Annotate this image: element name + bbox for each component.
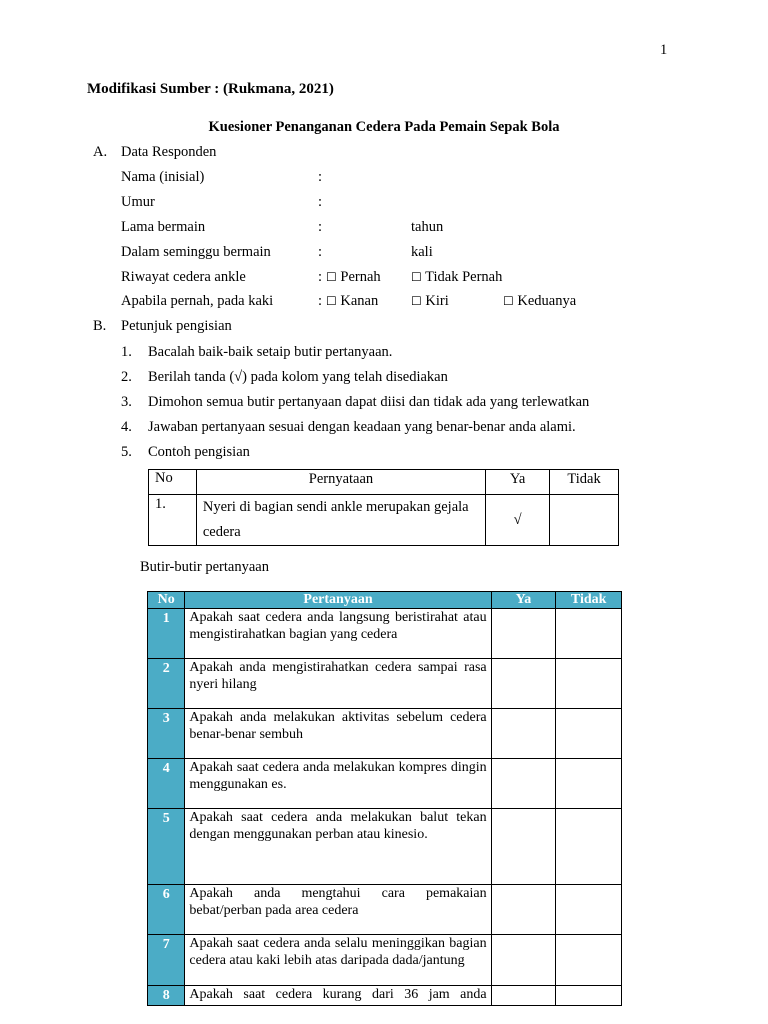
answer-tidak-cell[interactable] bbox=[556, 986, 622, 1006]
answer-ya-cell[interactable] bbox=[491, 659, 556, 709]
instruction-number: 2. bbox=[121, 369, 132, 385]
question-text: Apakah saat cedera anda langsung beristirahat atau mengistirahatkan bagian yang cedera bbox=[185, 609, 491, 659]
questions-table bbox=[147, 591, 622, 1006]
example-row bbox=[149, 495, 619, 546]
instruction-number: 4. bbox=[121, 419, 132, 435]
question-number: 1 bbox=[148, 609, 185, 659]
answer-ya-cell[interactable] bbox=[491, 609, 556, 659]
page-title: Kuesioner Penanganan Cedera Pada Pemain Sepak Bola bbox=[208, 119, 560, 135]
field-label: Nama (inisial) bbox=[121, 169, 205, 185]
field-colon: : bbox=[318, 194, 323, 210]
header-pertanyaan: Pertanyaan bbox=[185, 592, 491, 609]
source-note: Modifikasi Sumber : (Rukmana, 2021) bbox=[87, 81, 334, 97]
question-number: 3 bbox=[148, 709, 185, 759]
field-label: Umur bbox=[121, 194, 155, 210]
option-kiri[interactable] bbox=[411, 293, 449, 310]
question-text: Apakah saat cedera kurang dari 36 jam anda bbox=[185, 986, 491, 1006]
field-suffix: tahun bbox=[411, 219, 444, 235]
checkbox-icon[interactable]: ☐ bbox=[503, 294, 514, 308]
field-colon: : bbox=[318, 169, 323, 185]
ankle-history-label: Riwayat cedera ankle bbox=[121, 269, 246, 285]
question-row bbox=[148, 935, 622, 986]
answer-ya-cell[interactable] bbox=[491, 885, 556, 935]
question-number: 6 bbox=[148, 885, 185, 935]
question-text: Apakah anda mengistirahatkan cedera sampai rasa nyeri hilang bbox=[185, 659, 491, 709]
answer-tidak-cell[interactable] bbox=[556, 609, 622, 659]
answer-tidak-cell[interactable] bbox=[556, 659, 622, 709]
page-number: 1 bbox=[660, 42, 668, 58]
instruction-text: Bacalah baik-baik setaip butir pertanyaan. bbox=[148, 344, 393, 360]
checkbox-icon[interactable]: ☐ bbox=[411, 294, 422, 308]
question-text: Apakah anda melakukan aktivitas sebelum cedera benar-benar sembuh bbox=[185, 709, 491, 759]
instruction-text: Contoh pengisian bbox=[148, 444, 250, 460]
option-label: Kiri bbox=[425, 293, 449, 309]
option-keduanya[interactable] bbox=[503, 293, 576, 310]
checkbox-icon[interactable]: ☐ bbox=[411, 270, 422, 284]
header-ya: Ya bbox=[486, 470, 550, 495]
field-suffix: kali bbox=[411, 244, 433, 260]
question-text: Apakah anda mengtahui cara pemakaian bebat/perban pada area cedera bbox=[185, 885, 491, 935]
question-number: 7 bbox=[148, 935, 185, 986]
answer-tidak-cell[interactable] bbox=[556, 709, 622, 759]
option-tidak-pernah[interactable] bbox=[411, 269, 502, 286]
answer-tidak-cell[interactable] bbox=[556, 885, 622, 935]
question-row bbox=[148, 709, 622, 759]
section-b-title: Petunjuk pengisian bbox=[121, 318, 232, 334]
question-number: 5 bbox=[148, 809, 185, 885]
question-text: Apakah saat cedera anda selalu meninggikan bagian cedera atau kaki lebih atas daripada dada/jantung bbox=[185, 935, 491, 986]
answer-tidak-cell[interactable] bbox=[556, 935, 622, 986]
questions-header-row bbox=[148, 592, 622, 609]
header-pernyataan: Pernyataan bbox=[196, 470, 485, 495]
option-pernah[interactable] bbox=[326, 269, 381, 286]
field-colon: : bbox=[318, 244, 323, 260]
instruction-text: Berilah tanda (√) pada kolom yang telah disediakan bbox=[148, 369, 448, 385]
question-text: Apakah saat cedera anda melakukan balut tekan dengan menggunakan perban atau kinesio. bbox=[185, 809, 491, 885]
question-row bbox=[148, 809, 622, 885]
question-text: Apakah saat cedera anda melakukan kompres dingin menggunakan es. bbox=[185, 759, 491, 809]
field-label: Lama bermain bbox=[121, 219, 206, 235]
checkbox-icon[interactable]: ☐ bbox=[326, 294, 337, 308]
header-ya: Ya bbox=[491, 592, 556, 609]
instruction-text: Dimohon semua butir pertanyaan dapat diisi dan tidak ada yang terlewatkan bbox=[148, 394, 590, 410]
header-tidak: Tidak bbox=[550, 470, 619, 495]
checkbox-icon[interactable]: ☐ bbox=[326, 270, 337, 284]
question-number: 8 bbox=[148, 986, 185, 1006]
answer-ya-cell[interactable] bbox=[491, 709, 556, 759]
answer-ya-cell[interactable] bbox=[491, 986, 556, 1006]
section-b-label: B. bbox=[93, 318, 107, 334]
foot-side-colon: : bbox=[318, 293, 323, 309]
example-header-row bbox=[149, 470, 619, 495]
question-row bbox=[148, 885, 622, 935]
option-label: Kanan bbox=[340, 293, 379, 309]
example-no: 1. bbox=[149, 495, 197, 546]
header-no: No bbox=[149, 470, 197, 495]
example-table bbox=[148, 469, 619, 546]
ankle-history-colon: : bbox=[318, 269, 323, 285]
instruction-number: 5. bbox=[121, 444, 132, 460]
question-row bbox=[148, 659, 622, 709]
question-number: 2 bbox=[148, 659, 185, 709]
answer-ya-cell[interactable] bbox=[491, 935, 556, 986]
section-a-title: Data Responden bbox=[121, 144, 217, 160]
option-kanan[interactable] bbox=[326, 293, 378, 310]
example-ya-check: √ bbox=[486, 495, 550, 546]
answer-ya-cell[interactable] bbox=[491, 759, 556, 809]
example-statement: Nyeri di bagian sendi ankle merupakan gejala cedera bbox=[196, 495, 485, 546]
answer-tidak-cell[interactable] bbox=[556, 809, 622, 885]
questions-label: Butir-butir pertanyaan bbox=[140, 559, 269, 575]
section-a-label: A. bbox=[93, 144, 108, 160]
instruction-number: 1. bbox=[121, 344, 132, 360]
field-label: Dalam seminggu bermain bbox=[121, 244, 271, 260]
answer-ya-cell[interactable] bbox=[491, 809, 556, 885]
question-row bbox=[148, 986, 622, 1006]
answer-tidak-cell[interactable] bbox=[556, 759, 622, 809]
header-no: No bbox=[148, 592, 185, 609]
option-label: Pernah bbox=[340, 269, 381, 285]
instruction-text: Jawaban pertanyaan sesuai dengan keadaan yang benar-benar anda alami. bbox=[148, 419, 576, 435]
option-label: Keduanya bbox=[517, 293, 577, 309]
instruction-number: 3. bbox=[121, 394, 132, 410]
option-label: Tidak Pernah bbox=[425, 269, 503, 285]
question-number: 4 bbox=[148, 759, 185, 809]
question-row bbox=[148, 609, 622, 659]
header-tidak: Tidak bbox=[556, 592, 622, 609]
example-tidak bbox=[550, 495, 619, 546]
foot-side-label: Apabila pernah, pada kaki bbox=[121, 293, 274, 309]
question-row bbox=[148, 759, 622, 809]
field-colon: : bbox=[318, 219, 323, 235]
